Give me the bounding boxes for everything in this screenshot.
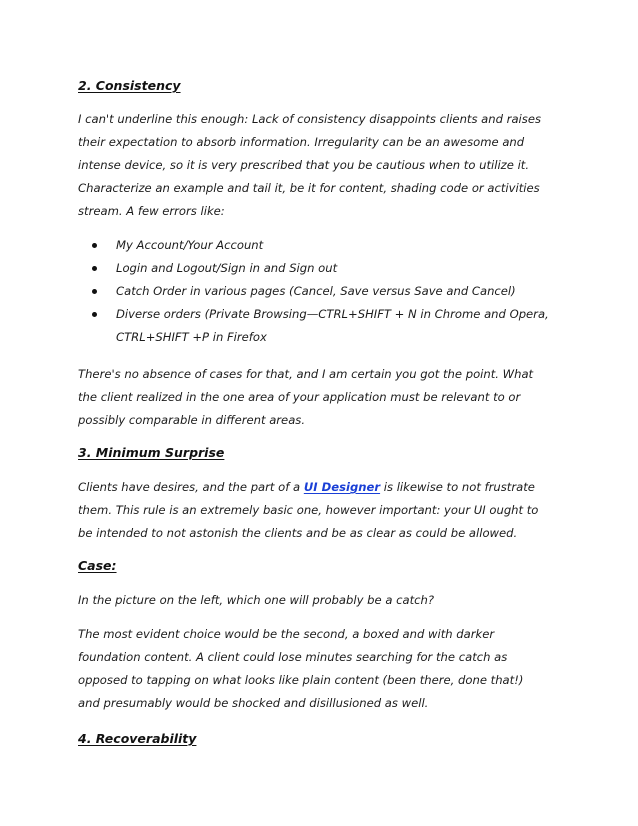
case-question bbox=[78, 589, 560, 612]
paragraph-text: is likewise to not frustrate bbox=[380, 480, 535, 494]
consistency-error-list bbox=[78, 234, 560, 349]
case-heading: Case: bbox=[78, 558, 117, 573]
section-heading-recoverability: 4. Recoverability bbox=[78, 731, 197, 746]
consistency-intro-paragraph bbox=[78, 108, 560, 223]
bullet-icon bbox=[92, 266, 97, 271]
list-item bbox=[78, 257, 560, 280]
paragraph-line: be intended to not astonish the clients and be as clear as could be allowed. bbox=[78, 526, 518, 540]
list-item bbox=[78, 280, 560, 303]
ui-designer-link[interactable]: UI Designer bbox=[303, 480, 381, 494]
bullet-icon bbox=[92, 289, 97, 294]
list-item bbox=[78, 234, 560, 257]
list-item-text: Diverse orders (Private Browsing—CTRL+SHIFT + N in Chrome and Opera, bbox=[116, 307, 549, 321]
paragraph-line: I can't underline this enough: Lack of consistency disappoints clients and raises bbox=[78, 112, 541, 126]
section-heading-minimum-surprise: 3. Minimum Surprise bbox=[78, 445, 225, 460]
paragraph-line: stream. A few errors like: bbox=[78, 204, 225, 218]
paragraph-line: In the picture on the left, which one will probably be a catch? bbox=[78, 593, 435, 607]
paragraph-line: There's no absence of cases for that, and I am certain you got the point. What bbox=[78, 367, 534, 381]
paragraph-line: foundation content. A client could lose minutes searching for the catch as bbox=[78, 650, 508, 664]
paragraph-line: opposed to tapping on what looks like plain content (been there, done that!) bbox=[78, 673, 524, 687]
paragraph-line: Characterize an example and tail it, be it for content, shading code or activities bbox=[78, 181, 540, 195]
list-item-text: CTRL+SHIFT +P in Firefox bbox=[116, 330, 267, 344]
list-item-text: Catch Order in various pages (Cancel, Save versus Save and Cancel) bbox=[116, 284, 516, 298]
paragraph-line bbox=[78, 476, 560, 499]
bullet-icon bbox=[92, 243, 97, 248]
section-heading-consistency: 2. Consistency bbox=[78, 78, 181, 93]
bullet-icon bbox=[92, 312, 97, 317]
list-item bbox=[78, 303, 560, 326]
paragraph-line: possibly comparable in different areas. bbox=[78, 413, 306, 427]
list-item-text: Login and Logout/Sign in and Sign out bbox=[116, 261, 338, 275]
consistency-outro-paragraph bbox=[78, 363, 560, 432]
list-item-continuation bbox=[78, 326, 560, 349]
paragraph-line: them. This rule is an extremely basic one, however important: your UI ought to bbox=[78, 503, 539, 517]
paragraph-line: and presumably would be shocked and disillusioned as well. bbox=[78, 696, 429, 710]
list-item-text: My Account/Your Account bbox=[116, 238, 264, 252]
paragraph-line: The most evident choice would be the second, a boxed and with darker bbox=[78, 627, 495, 641]
paragraph-text: Clients have desires, and the part of a bbox=[78, 480, 304, 494]
paragraph-line: the client realized in the one area of your application must be relevant to or bbox=[78, 390, 521, 404]
case-answer-paragraph bbox=[78, 623, 560, 715]
minimum-surprise-paragraph bbox=[78, 476, 560, 545]
paragraph-line: intense device, so it is very prescribed that you be cautious when to utilize it. bbox=[78, 158, 530, 172]
paragraph-line: their expectation to absorb information. Irregularity can be an awesome and bbox=[78, 135, 525, 149]
